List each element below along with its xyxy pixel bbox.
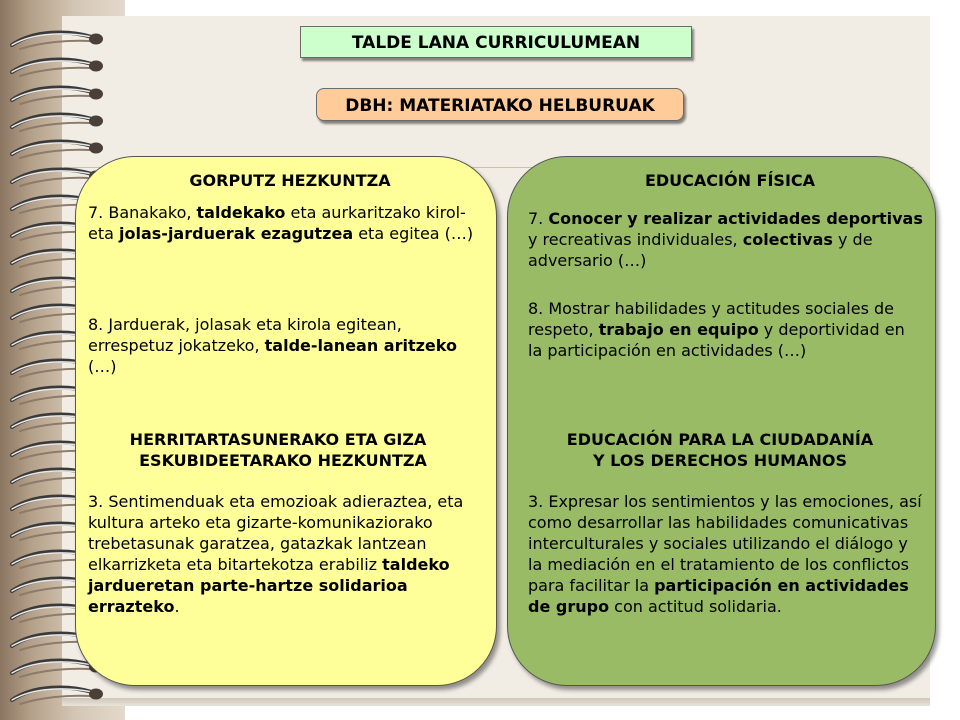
left-objective-8: 8. Jarduerak, jolasak eta kirola egitean, errespetuz jokatzeko, talde-lanean aritzeko (…) [88,315,457,376]
page-title: TALDE LANA CURRICULUMEAN [300,26,692,58]
right-objective-7: 7. Conocer y realizar actividades deportivas y recreativas individuales, colectivas y de adversario (…) [528,209,923,270]
left-objective-7: 7. Banakako, taldekako eta aurkaritzako kirol- eta jolas-jarduerak ezagutzea eta egitea (…) [88,203,474,243]
spiral-ring [6,683,106,707]
right-heading-citizenship: EDUCACIÓN PARA LA CIUDADANÍA Y LOS DERECHOS HUMANOS [566,430,874,470]
spiral-ring [6,55,106,79]
left-heading-citizenship: HERRITARTASUNERAKO ETA GIZA ESKUBIDEETARAKO HEZKUNTZA [129,430,427,470]
right-heading-physical-education: EDUCACIÓN FÍSICA [644,171,816,190]
spiral-ring [6,28,106,52]
left-heading-physical-education: GORPUTZ HEZKUNTZA [189,171,391,190]
right-objective-8: 8. Mostrar habilidades y actitudes sociales de respeto, trabajo en equipo y deportividad en la participación en actividades (…) [528,299,905,360]
spiral-ring [6,137,106,161]
right-objective-3: 3. Expresar los sentimientos y las emociones, así como desarrollar las habilidades comunicativas interculturales y sociales utilizando el diálogo y la mediación en el tratamiento de los conflictos para facilitar la participación en actividades de grupo con actitud solidaria. [528,492,922,616]
spiral-ring [6,83,106,107]
spiral-ring [6,110,106,134]
page-shadow [62,698,930,706]
left-objective-3: 3. Sentimenduak eta emozioak adieraztea, eta kultura arteko eta gizarte-komunikaziorako trebetasunak garatzea, gatazkak lantzean elkarrizketa eta bitartekotza erabiliz taldeko jardueretan parte-hartze solidarioa errazteko. [88,492,464,616]
page-subtitle: DBH: MATERIATAKO HELBURUAK [316,88,684,121]
